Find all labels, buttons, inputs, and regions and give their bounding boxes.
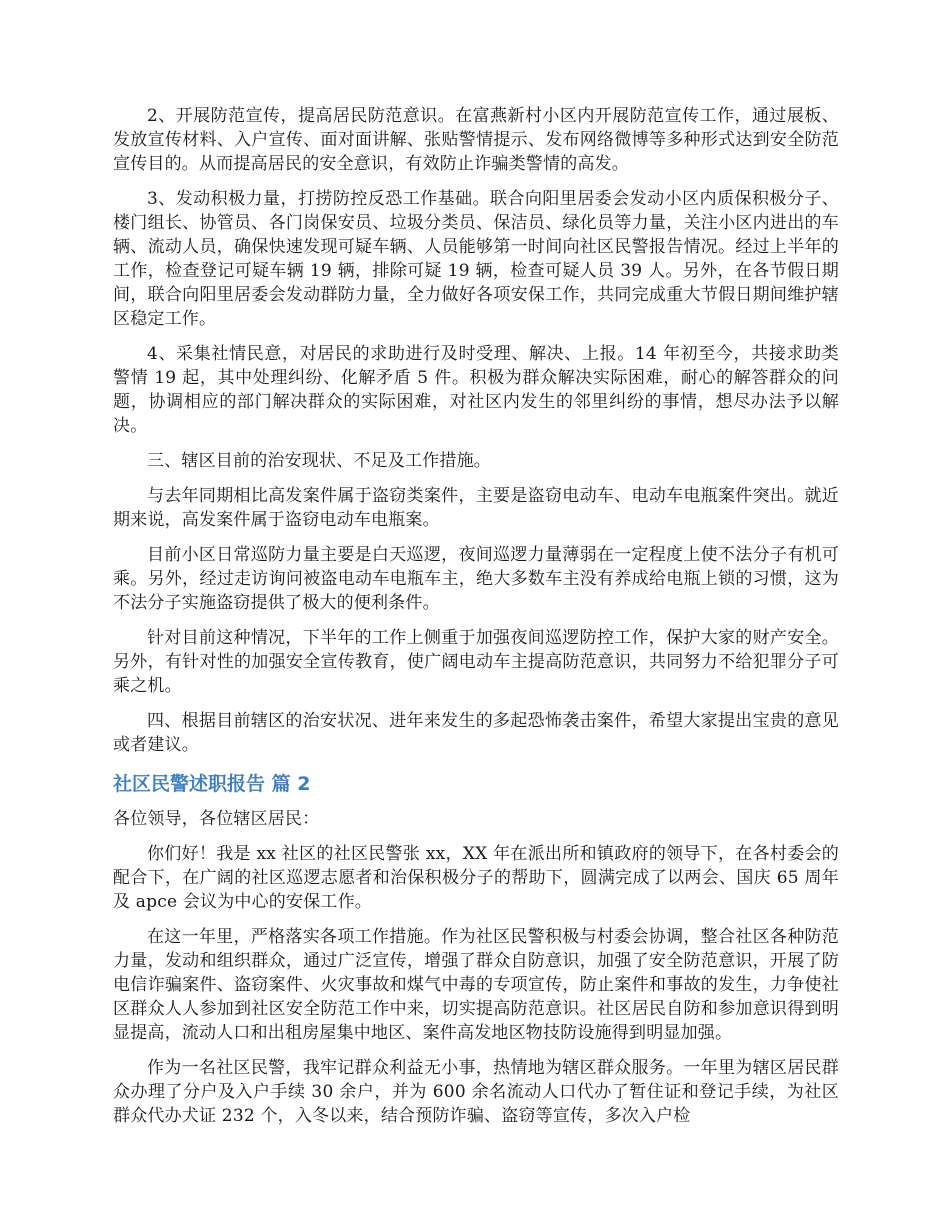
report-heading: 社区民警述职报告 篇 2 <box>113 773 311 795</box>
paragraph: 针对目前这种情况，下半年的工作上侧重于加强夜间巡逻防控工作，保护大家的财产安全。另外，有针对性的加强安全宣传教育，使广阔电动车主提高防范意识，共同努力不给犯罪分子可乘之机。 <box>113 628 839 696</box>
paragraph: 目前小区日常巡防力量主要是白天巡逻，夜间巡逻力量薄弱在一定程度上使不法分子有机可乘。另外，经过走访询问被盗电动车电瓶车主，绝大多数车主没有养成给电瓶上锁的习惯，这为不法分子实施盗窃提供了极大的便利条件。 <box>113 545 839 613</box>
greeting: 各位领导，各位辖区居民： <box>113 809 320 829</box>
paragraph: 你们好！我是 xx 社区的社区民警张 xx，XX 年在派出所和镇政府的领导下，在各村委会的配合下，在广阔的社区巡逻志愿者和治保积极分子的帮助下，圆满完成了以两会、国庆 65 周年及 apce 会议为中心的安保工作。 <box>113 844 839 912</box>
paragraph: 与去年同期相比高发案件属于盗窃类案件，主要是盗窃电动车、电动车电瓶案件突出。就近期来说，高发案件属于盗窃电动车电瓶案。 <box>113 486 839 530</box>
paragraph: 4、采集社情民意，对居民的求助进行及时受理、解决、上报。14 年初至今，共接求助类警情 19 起，其中处理纠纷、化解矛盾 5 件。积极为群众解决实际困难，耐心的解答群众的问题，协调相应的部门解决群众的实际困难，对社区内发生的邻里纠纷的事情，想尽办法予以解决。 <box>113 344 839 436</box>
section-subheading: 三、辖区目前的治安现状、不足及工作措施。 <box>147 451 491 471</box>
paragraph: 2、开展防范宣传，提高居民防范意识。在富燕新村小区内开展防范宣传工作，通过展板、发放宣传材料、入户宣传、面对面讲解、张贴警情提示、发布网络微博等多种形式达到安全防范宣传目的。从而提高居民的安全意识，有效防止诈骗类警情的高发。 <box>113 106 839 174</box>
paragraph: 在这一年里，严格落实各项工作措施。作为社区民警积极与村委会协调，整合社区各种防范力量，发动和组织群众，通过广泛宣传，增强了群众自防意识，加强了安全防范意识，开展了防电信诈骗案件、盗窃案件、火灾事故和煤气中毒的专项宣传，防止案件和事故的发生，力争使社区群众人人参加到社区安全防范工作中来，切实提高防范意识。社区居民自防和参加意识得到明显提高，流动人口和出租房屋集中地区、案件高发地区物技防设施得到明显加强。 <box>113 927 839 1043</box>
section-subheading: 四、根据目前辖区的治安状况、进年来发生的多起恐怖袭击案件，希望大家提出宝贵的意见或者建议。 <box>113 711 839 755</box>
paragraph: 3、发动积极力量，打捞防控反恐工作基础。联合向阳里居委会发动小区内质保积极分子、楼门组长、协管员、各门岗保安员、垃圾分类员、保洁员、绿化员等力量，关注小区内进出的车辆、流动人员，确保快速发现可疑车辆、人员能够第一时间向社区民警报告情况。经过上半年的工作，检查登记可疑车辆 19 辆，排除可疑 19 辆，检查可疑人员 39 人。另外，在各节假日期间，联合向阳里居委会发动群防力量，全力做好各项安保工作，共同完成重大节假日期间维护辖区稳定工作。 <box>113 189 839 329</box>
paragraph: 作为一名社区民警，我牢记群众利益无小事，热情地为辖区群众服务。一年里为辖区居民群众办理了分户及入户手续 30 余户，并为 600 余名流动人口代办了暂住证和登记手续，为社区群众代办犬证 232 个，入冬以来，结合预防诈骗、盗窃等宣传，多次入户检 <box>113 1058 839 1126</box>
document-page <box>113 104 839 1139</box>
